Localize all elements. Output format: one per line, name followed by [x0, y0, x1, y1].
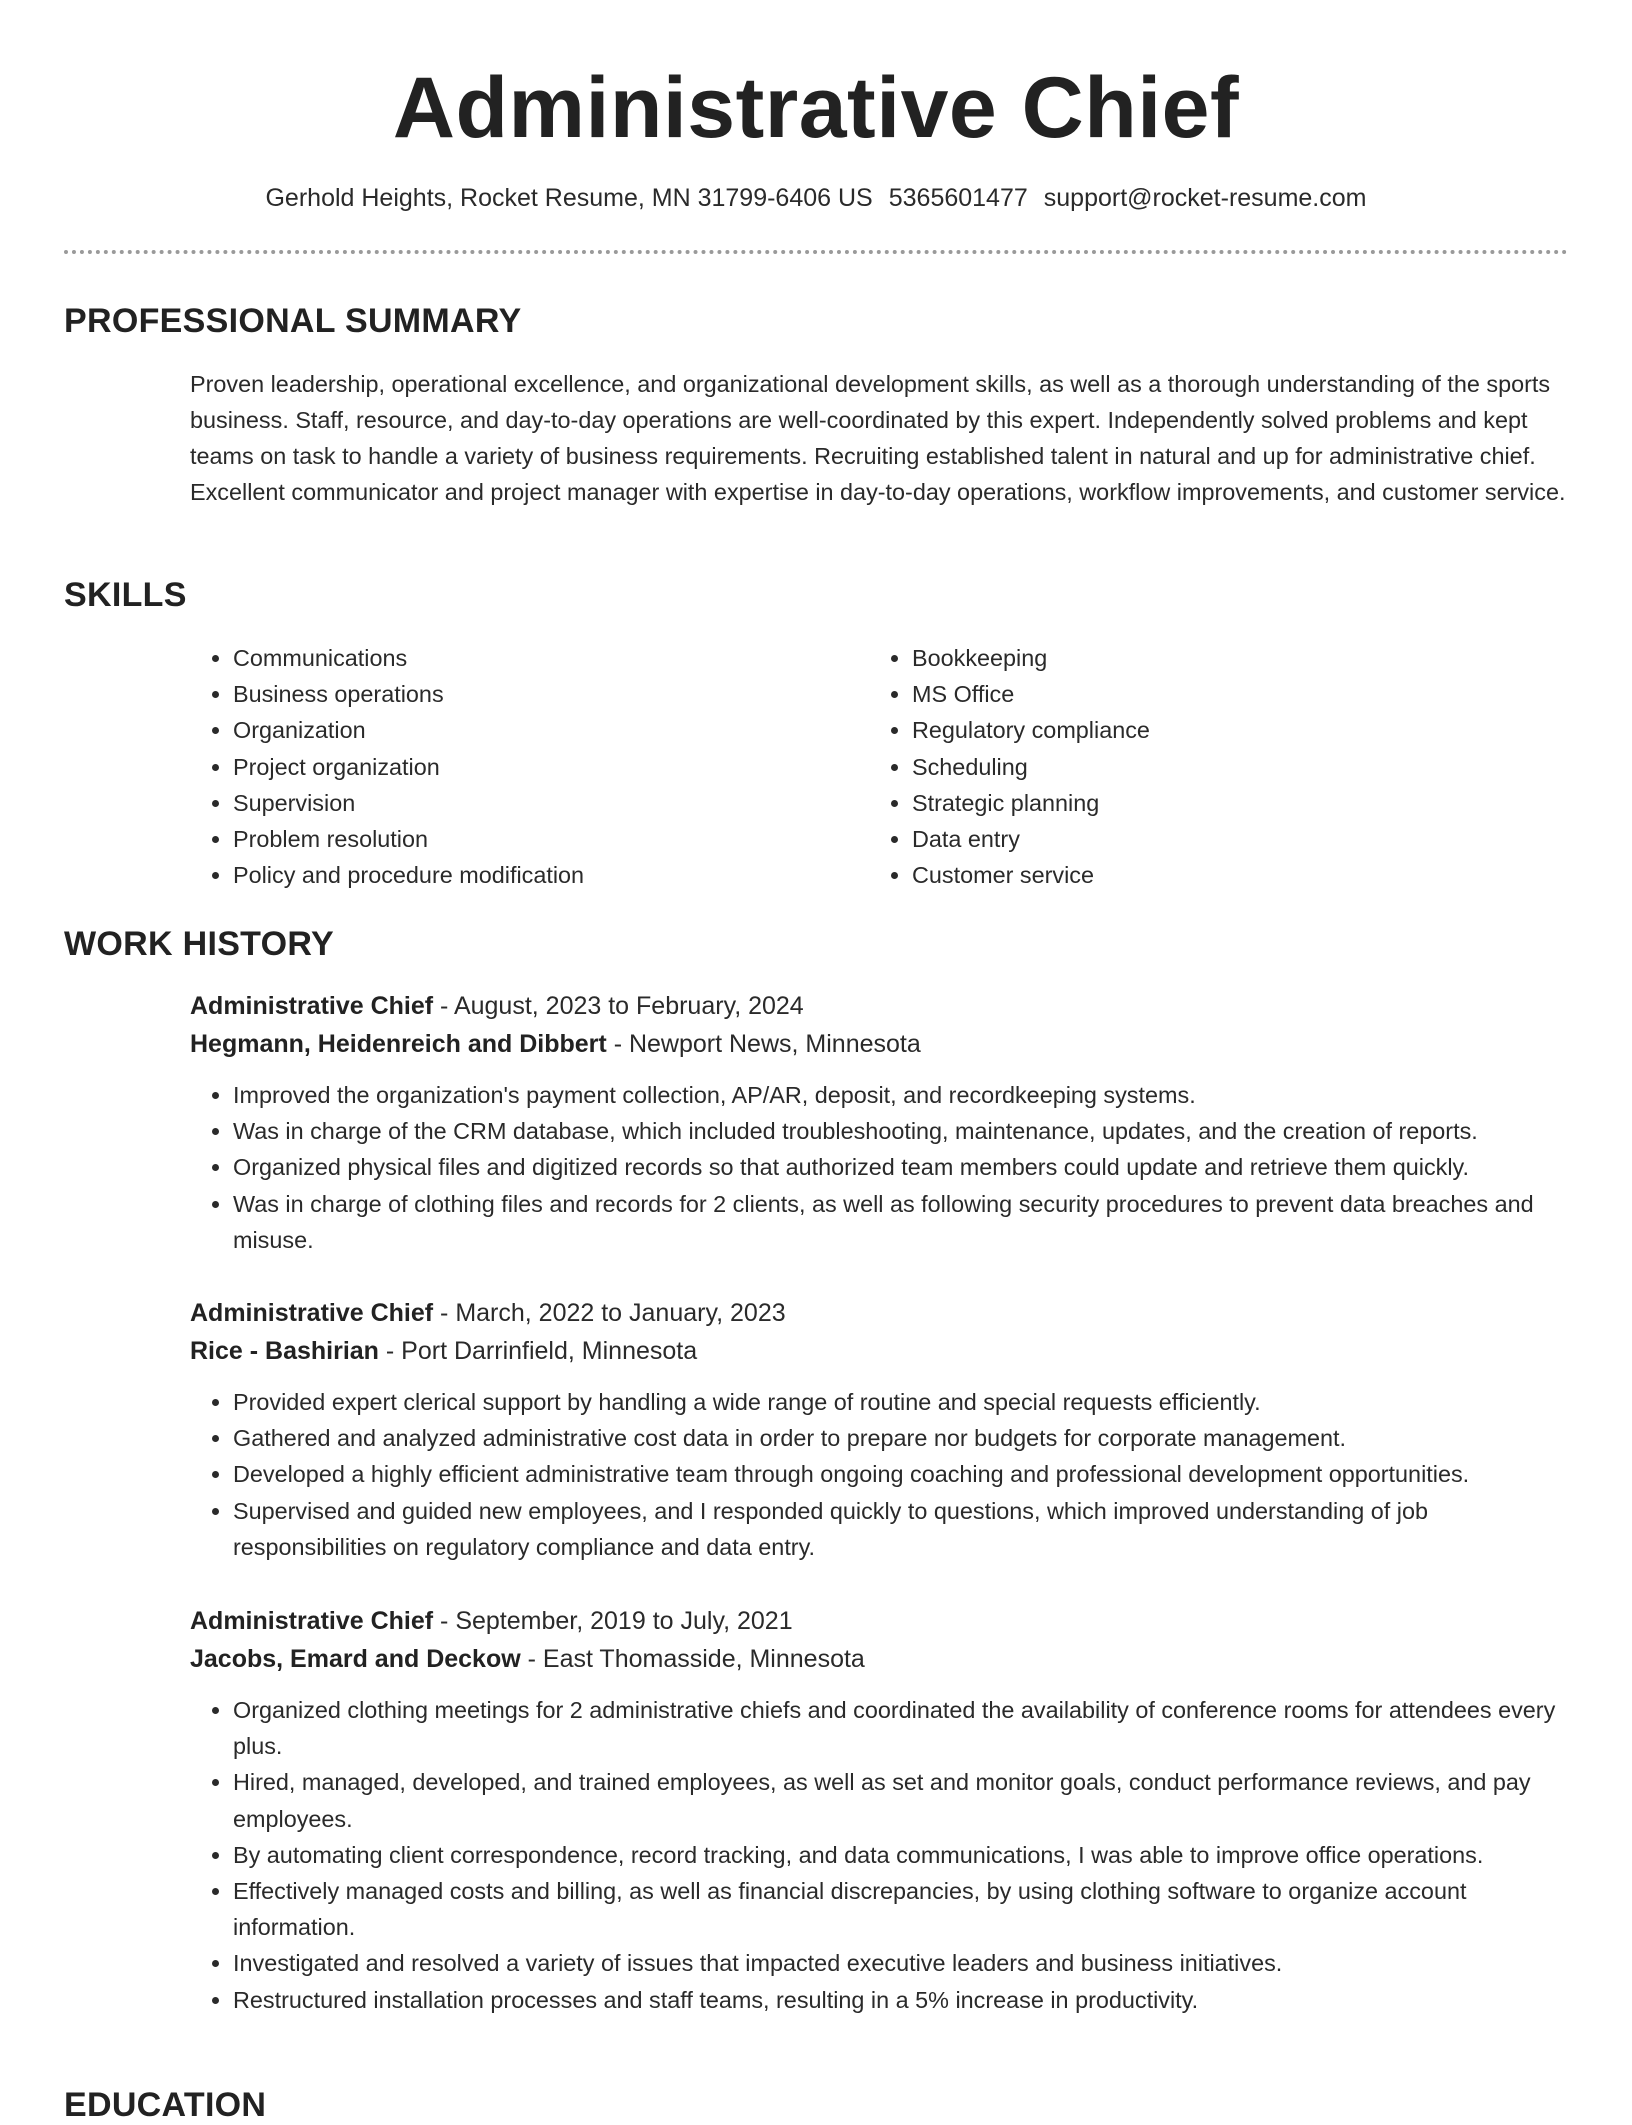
job-bullet: • By automating client correspondence, record tracking, and data communications, I was able to improve office operations. — [233, 1837, 1570, 1873]
job-company-line — [190, 1025, 1570, 1063]
skills-column-right — [869, 640, 1529, 893]
job-title-line — [190, 1602, 1570, 1640]
skill-item: • Bookkeeping — [912, 640, 1529, 676]
job-dates: - September, 2019 to July, 2021 — [433, 1607, 793, 1635]
job-location: - Port Darrinfield, Minnesota — [378, 1337, 698, 1365]
job-company: Rice - Bashirian — [190, 1337, 379, 1365]
job-role: Administrative Chief — [190, 1607, 434, 1635]
contact-phone: 5365601477 — [888, 184, 1028, 212]
job-bullet: • Provided expert clerical support by handling a wide range of routine and special requests efficiently. — [233, 1384, 1570, 1420]
job-bullet: • Restructured installation processes and staff teams, resulting in a 5% increase in productivity. — [233, 1982, 1570, 2018]
job-bullet: • Was in charge of the CRM database, which included troubleshooting, maintenance, updates, and the creation of reports. — [233, 1113, 1570, 1149]
skill-item: • Regulatory compliance — [912, 712, 1529, 748]
job-bullet: • Gathered and analyzed administrative cost data in order to prepare nor budgets for corporate management. — [233, 1420, 1570, 1456]
job-bullet: • Hired, managed, developed, and trained employees, as well as set and monitor goals, conduct performance reviews, and pay employees. — [233, 1764, 1570, 1836]
contact-email: support@rocket-resume.com — [1043, 184, 1367, 212]
job-bullet: • Organized physical files and digitized records so that authorized team members could update and retrieve them quickly. — [233, 1149, 1570, 1185]
job-location: - East Thomasside, Minnesota — [520, 1645, 865, 1673]
job-company-line — [190, 1640, 1570, 1678]
skill-item: • Customer service — [912, 857, 1529, 893]
header-divider — [64, 250, 1568, 254]
job-entry — [190, 1602, 1570, 2018]
skill-item: • MS Office — [912, 676, 1529, 712]
job-dates: - August, 2023 to February, 2024 — [433, 992, 804, 1020]
job-company: Jacobs, Emard and Deckow — [190, 1645, 521, 1673]
skills-list-right — [869, 640, 1529, 893]
job-bullet: • Developed a highly efficient administrative team through ongoing coaching and professional development opportunities. — [233, 1456, 1570, 1492]
work-history-heading: WORK HISTORY — [64, 925, 334, 963]
candidate-name: Administrative Chief — [392, 60, 1240, 156]
job-bullet: • Investigated and resolved a variety of issues that impacted executive leaders and business initiatives. — [233, 1945, 1570, 1981]
skills-heading: SKILLS — [64, 576, 187, 614]
job-bullet: • Effectively managed costs and billing, as well as financial discrepancies, by using clothing software to organize account information. — [233, 1873, 1570, 1945]
job-bullet: • Was in charge of clothing files and records for 2 clients, as well as following security procedures to prevent data breaches and misuse. — [233, 1186, 1570, 1258]
skill-item: • Communications — [233, 640, 850, 676]
job-role: Administrative Chief — [190, 1299, 434, 1327]
contact-address: Gerhold Heights, Rocket Resume, MN 31799-6406 US — [265, 184, 873, 212]
job-bullets — [190, 1384, 1570, 1565]
job-dates: - March, 2022 to January, 2023 — [433, 1299, 786, 1327]
skill-item: • Data entry — [912, 821, 1529, 857]
job-bullet: • Organized clothing meetings for 2 administrative chiefs and coordinated the availability of conference rooms for attendees every plus. — [233, 1692, 1570, 1764]
contact-line — [0, 180, 1632, 216]
job-bullet: • Supervised and guided new employees, and I responded quickly to questions, which improved understanding of job responsibilities on regulatory compliance and data entry. — [233, 1493, 1570, 1565]
summary-heading: PROFESSIONAL SUMMARY — [64, 302, 522, 340]
skill-item: • Problem resolution — [233, 821, 850, 857]
job-entry — [190, 1294, 1570, 1565]
skill-item: • Strategic planning — [912, 785, 1529, 821]
skills-column-left — [190, 640, 850, 893]
skill-item: • Project organization — [233, 749, 850, 785]
job-title-line — [190, 987, 1570, 1025]
skill-item: • Policy and procedure modification — [233, 857, 850, 893]
job-company: Hegmann, Heidenreich and Dibbert — [190, 1030, 607, 1058]
job-bullets — [190, 1077, 1570, 1258]
summary-text: Proven leadership, operational excellence, and organizational development skills, as well as a thorough understanding of the sports business. Staff, resource, and day-to-day operations are well-coordinated by this expert. Independently solved problems and kept teams on task to handle a variety of business requirements. Recruiting established talent in natural and up for administrative chief. Excellent communicator and project manager with expertise in day-to-day operations, workflow improvements, and customer service. — [190, 371, 1566, 505]
skill-item: • Supervision — [233, 785, 850, 821]
skill-item: • Scheduling — [912, 749, 1529, 785]
job-title-line — [190, 1294, 1570, 1332]
job-location: - Newport News, Minnesota — [606, 1030, 921, 1058]
education-heading: EDUCATION — [64, 2086, 267, 2124]
job-role: Administrative Chief — [190, 992, 434, 1020]
job-bullet: • Improved the organization's payment collection, AP/AR, deposit, and recordkeeping systems. — [233, 1077, 1570, 1113]
skill-item: • Organization — [233, 712, 850, 748]
job-bullets — [190, 1692, 1570, 2018]
skill-item: • Business operations — [233, 676, 850, 712]
job-company-line — [190, 1332, 1570, 1370]
skills-list-left — [190, 640, 850, 893]
job-entry — [190, 987, 1570, 1258]
